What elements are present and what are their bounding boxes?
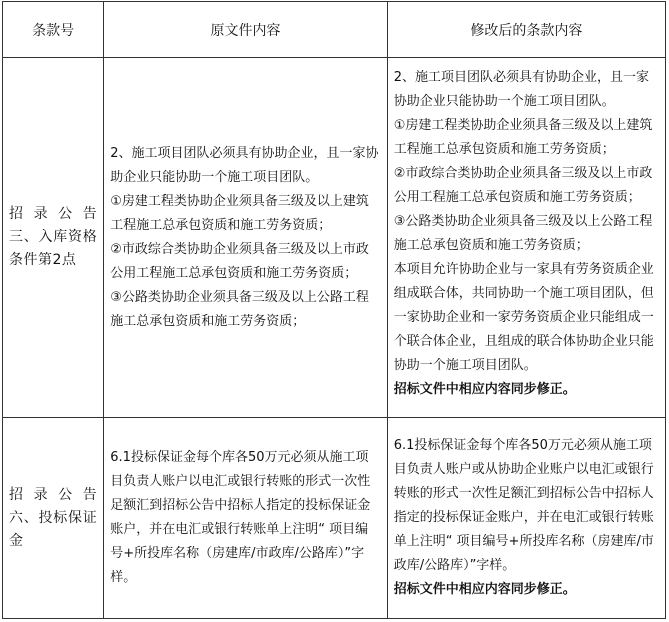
modified-paragraph: 本项目允许协助企业与一家具有劳务资质企业组成联合体，共同协助一个施工项目团队，但一家协助企业和一家劳务资质企业只能组成一个联合体企业，且组成的联合体协助企业只能协助一个施工项目团队。 bbox=[393, 262, 654, 373]
modified-paragraph: 2、施工项目团队必须具有协助企业，且一家协助企业只能协助一个施工项目团队。 bbox=[393, 70, 649, 109]
original-content-cell bbox=[104, 58, 387, 418]
original-content-cell bbox=[104, 418, 387, 619]
table-row bbox=[3, 58, 666, 418]
modified-paragraph: ②市政综合类协助企业须具备三级及以上市政公用工程施工总承包资质和施工劳务资质； bbox=[393, 166, 653, 205]
original-paragraph: ①房建工程类协助企业须具备三级及以上建筑工程施工总承包资质和施工劳务资质； bbox=[110, 193, 369, 233]
original-paragraph: 2、施工项目团队必须具有协助企业，且一家协助企业只能协助一个施工项目团队。 bbox=[110, 145, 379, 185]
original-paragraph: ③公路类协助企业须具备三级及以上公路工程施工总承包资质和施工劳务资质； bbox=[110, 289, 369, 329]
modified-paragraph: 6.1投标保证金每个库各50万元必须从施工项目负责人账户或从协助企业账户以电汇或银行转账的形式一次性足额汇到招标公告中招标人指定的投标保证金账户，并在电汇或银行转账单上注明“ 项目编号+所投库名称（房建库/市政库/公路库）”字样。 bbox=[393, 438, 654, 573]
modified-content-cell bbox=[387, 58, 665, 418]
header-clause-number: 条款号 bbox=[3, 2, 104, 58]
original-paragraph: 6.1投标保证金每个库各50万元必须从施工项目负责人账户以电汇或银行转账的形式一次性足额汇到招标公告中招标人指定的投标保证金账户，并在电汇或银行转账单上注明“ 项目编号+所投库名称（房建库/市政库/公路库）”字样。 bbox=[110, 450, 371, 585]
modified-note: 招标文件中相应内容同步修正。 bbox=[393, 582, 576, 597]
table-row bbox=[3, 418, 666, 619]
original-paragraph: ②市政综合类协助企业须具备三级及以上市政公用工程施工总承包资质和施工劳务资质； bbox=[110, 241, 369, 281]
amendment-table bbox=[2, 1, 666, 619]
clause-cell: 招录公告 三、入库资格条件第2点 bbox=[3, 58, 104, 418]
header-original-content: 原文件内容 bbox=[104, 2, 387, 58]
modified-paragraph: ③公路类协助企业须具备三级及以上公路工程施工总承包资质和施工劳务资质； bbox=[393, 214, 653, 253]
table-header-row bbox=[3, 2, 666, 58]
header-modified-content: 修改后的条款内容 bbox=[387, 2, 665, 58]
modified-paragraph: ①房建工程类协助企业须具备三级及以上建筑工程施工总承包资质和施工劳务资质； bbox=[393, 118, 653, 157]
modified-note: 招标文件中相应内容同步修正。 bbox=[393, 382, 576, 397]
clause-cell: 招录公告 六、投标保证金 bbox=[3, 418, 104, 619]
modified-content-cell bbox=[387, 418, 665, 619]
